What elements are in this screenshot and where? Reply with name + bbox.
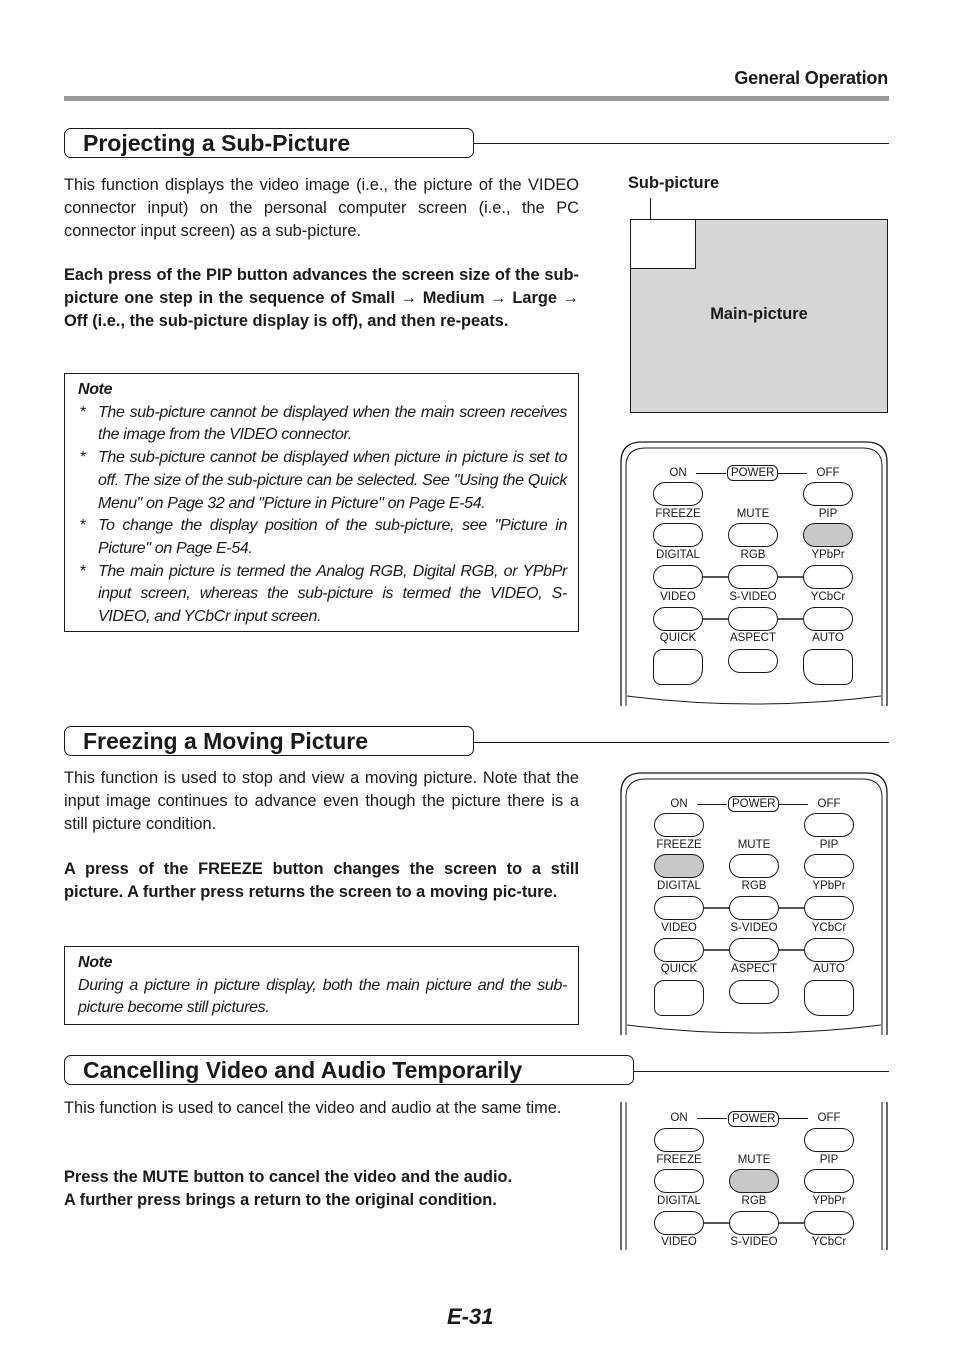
svideo-button[interactable]	[729, 938, 779, 962]
off-label: OFF	[817, 1112, 841, 1124]
sub-picture-instruction: Each press of the PIP button advances the screen size of the sub-picture one step in the sequence of Small → Medium → Large → Off (i.e., the sub-picture display is off), and then re-peats.	[64, 266, 579, 330]
note-item: * The sub-picture cannot be displayed when the main screen receives the image from the VIDEO connector.	[78, 402, 567, 447]
aspect-button[interactable]	[729, 980, 779, 1004]
power-line	[697, 1118, 727, 1119]
button-link	[778, 576, 803, 578]
aspect-label: ASPECT	[730, 963, 777, 975]
pip-label: PIP	[818, 508, 838, 520]
section-rule	[474, 143, 889, 144]
freeze-button[interactable]	[654, 1169, 704, 1193]
mute-instruction-line1: Press the MUTE button to cancel the video and the audio.	[64, 1168, 513, 1186]
sub-picture-label: Sub-picture	[628, 174, 720, 192]
power-label: POWER	[727, 465, 778, 481]
freeze-label: FREEZE	[655, 508, 701, 520]
note-list	[78, 402, 567, 629]
mute-button[interactable]	[729, 854, 779, 878]
button-link	[703, 576, 728, 578]
mute-button[interactable]	[729, 1169, 779, 1193]
main-picture-screen	[630, 219, 888, 413]
svideo-label: S-VIDEO	[729, 591, 777, 603]
button-link	[779, 949, 804, 951]
pip-label: PIP	[819, 839, 839, 851]
note-item: * The sub-picture cannot be displayed when picture in picture is set to off. The size of the sub-picture can be selected. See "Using the Quick Menu" on Page 32 and "Picture in Picture" on Page E-54.	[78, 447, 567, 515]
button-link	[704, 907, 729, 909]
pip-button[interactable]	[804, 854, 854, 878]
auto-button[interactable]	[803, 649, 853, 685]
on-button[interactable]	[654, 813, 704, 837]
ycbcr-label: YCbCr	[811, 1236, 847, 1248]
sub-picture-note	[64, 373, 579, 632]
button-link	[704, 949, 729, 951]
video-label: VIDEO	[661, 1236, 697, 1248]
mute-label: MUTE	[737, 1154, 771, 1166]
remote-control-freeze	[620, 771, 888, 1035]
sub-picture-intro: This function displays the video image (i.e., the picture of the VIDEO connector input) on the personal computer screen (i.e., the PC connector input screen) as a sub-picture.	[64, 176, 579, 240]
svideo-button[interactable]	[728, 607, 778, 631]
rgb-label: RGB	[741, 1195, 767, 1207]
on-label: ON	[670, 798, 688, 810]
pip-button[interactable]	[803, 523, 853, 547]
page-number: E-31	[447, 1304, 494, 1329]
remote-control-pip	[620, 440, 888, 706]
note-heading: Note	[78, 381, 113, 398]
freeze-button[interactable]	[654, 854, 704, 878]
auto-label: AUTO	[812, 632, 844, 644]
digital-label: DIGITAL	[657, 1195, 701, 1207]
running-header: General Operation	[734, 68, 888, 88]
video-button[interactable]	[653, 607, 703, 631]
rgb-button[interactable]	[729, 896, 779, 920]
ycbcr-button[interactable]	[803, 607, 853, 631]
auto-label: AUTO	[813, 963, 845, 975]
pip-button[interactable]	[804, 1169, 854, 1193]
note-item: * The main picture is termed the Analog RGB, Digital RGB, or YPbPr input screen, whereas the sub-picture is termed the VIDEO, S-VIDEO, and YCbCr input screen.	[78, 561, 567, 629]
freeze-label: FREEZE	[656, 1154, 702, 1166]
digital-label: DIGITAL	[657, 880, 701, 892]
mute-instruction-line2: A further press brings a return to the original condition.	[64, 1191, 497, 1209]
section-rule	[634, 1071, 889, 1072]
mute-button[interactable]	[728, 523, 778, 547]
ypbpr-button[interactable]	[803, 565, 853, 589]
power-label: POWER	[728, 796, 779, 812]
rgb-button[interactable]	[729, 1211, 779, 1235]
quick-label: QUICK	[659, 632, 697, 644]
aspect-button[interactable]	[728, 649, 778, 673]
ypbpr-label: YPbPr	[812, 1195, 846, 1207]
note-text: During a picture in picture display, both the main picture and the sub-picture become still pictures.	[78, 976, 567, 1017]
button-link	[779, 907, 804, 909]
ycbcr-button[interactable]	[804, 938, 854, 962]
freeze-instruction: A press of the FREEZE button changes the screen to a still picture. A further press returns the screen to a moving pic-ture.	[64, 860, 579, 901]
svideo-label: S-VIDEO	[730, 1236, 778, 1248]
freeze-intro: This function is used to stop and view a moving picture. Note that the input image continues to advance even though the picture there is a still picture condition.	[64, 769, 579, 833]
video-label: VIDEO	[660, 591, 696, 603]
mute-intro: This function is used to cancel the video and audio at the same time.	[64, 1099, 562, 1117]
on-label: ON	[670, 1112, 688, 1124]
ycbcr-label: YCbCr	[811, 922, 847, 934]
freeze-button[interactable]	[653, 523, 703, 547]
off-button[interactable]	[804, 1128, 854, 1152]
power-line	[697, 804, 727, 805]
button-link	[779, 1222, 804, 1224]
main-picture-label: Main-picture	[710, 305, 808, 323]
on-button[interactable]	[653, 482, 703, 506]
note-item: * To change the display position of the sub-picture, see "Picture in Picture" on Page E-54.	[78, 515, 567, 560]
ypbpr-button[interactable]	[804, 896, 854, 920]
auto-button[interactable]	[804, 980, 854, 1016]
button-link	[703, 618, 728, 620]
svideo-label: S-VIDEO	[730, 922, 778, 934]
digital-button[interactable]	[653, 565, 703, 589]
video-label: VIDEO	[661, 922, 697, 934]
header-rule	[64, 96, 889, 101]
freeze-label: FREEZE	[656, 839, 702, 851]
power-line	[696, 473, 726, 474]
quick-label: QUICK	[660, 963, 698, 975]
rgb-label: RGB	[740, 549, 766, 561]
freeze-note	[64, 946, 579, 1025]
pip-label: PIP	[819, 1154, 839, 1166]
remote-control-mute	[620, 1102, 888, 1250]
on-button[interactable]	[654, 1128, 704, 1152]
section-title-freeze: Freezing a Moving Picture	[64, 726, 474, 756]
sub-picture-window	[631, 220, 696, 269]
digital-button[interactable]	[654, 1211, 704, 1235]
off-label: OFF	[816, 467, 840, 479]
button-link	[778, 618, 803, 620]
mute-label: MUTE	[737, 839, 771, 851]
note-heading: Note	[78, 954, 113, 971]
rgb-label: RGB	[741, 880, 767, 892]
ypbpr-button[interactable]	[804, 1211, 854, 1235]
off-button[interactable]	[803, 482, 853, 506]
quick-button[interactable]	[653, 649, 703, 685]
section-title-sub-picture: Projecting a Sub-Picture	[64, 128, 474, 158]
section-rule	[474, 742, 889, 743]
video-button[interactable]	[654, 938, 704, 962]
ypbpr-label: YPbPr	[811, 549, 845, 561]
digital-label: DIGITAL	[656, 549, 700, 561]
off-label: OFF	[817, 798, 841, 810]
section-title-mute: Cancelling Video and Audio Temporarily	[64, 1055, 634, 1085]
off-button[interactable]	[804, 813, 854, 837]
button-link	[704, 1222, 729, 1224]
ypbpr-label: YPbPr	[812, 880, 846, 892]
mute-label: MUTE	[736, 508, 770, 520]
power-label: POWER	[728, 1111, 779, 1127]
digital-button[interactable]	[654, 896, 704, 920]
on-label: ON	[669, 467, 687, 479]
quick-button[interactable]	[654, 980, 704, 1016]
rgb-button[interactable]	[728, 565, 778, 589]
aspect-label: ASPECT	[729, 632, 776, 644]
ycbcr-label: YCbCr	[810, 591, 846, 603]
